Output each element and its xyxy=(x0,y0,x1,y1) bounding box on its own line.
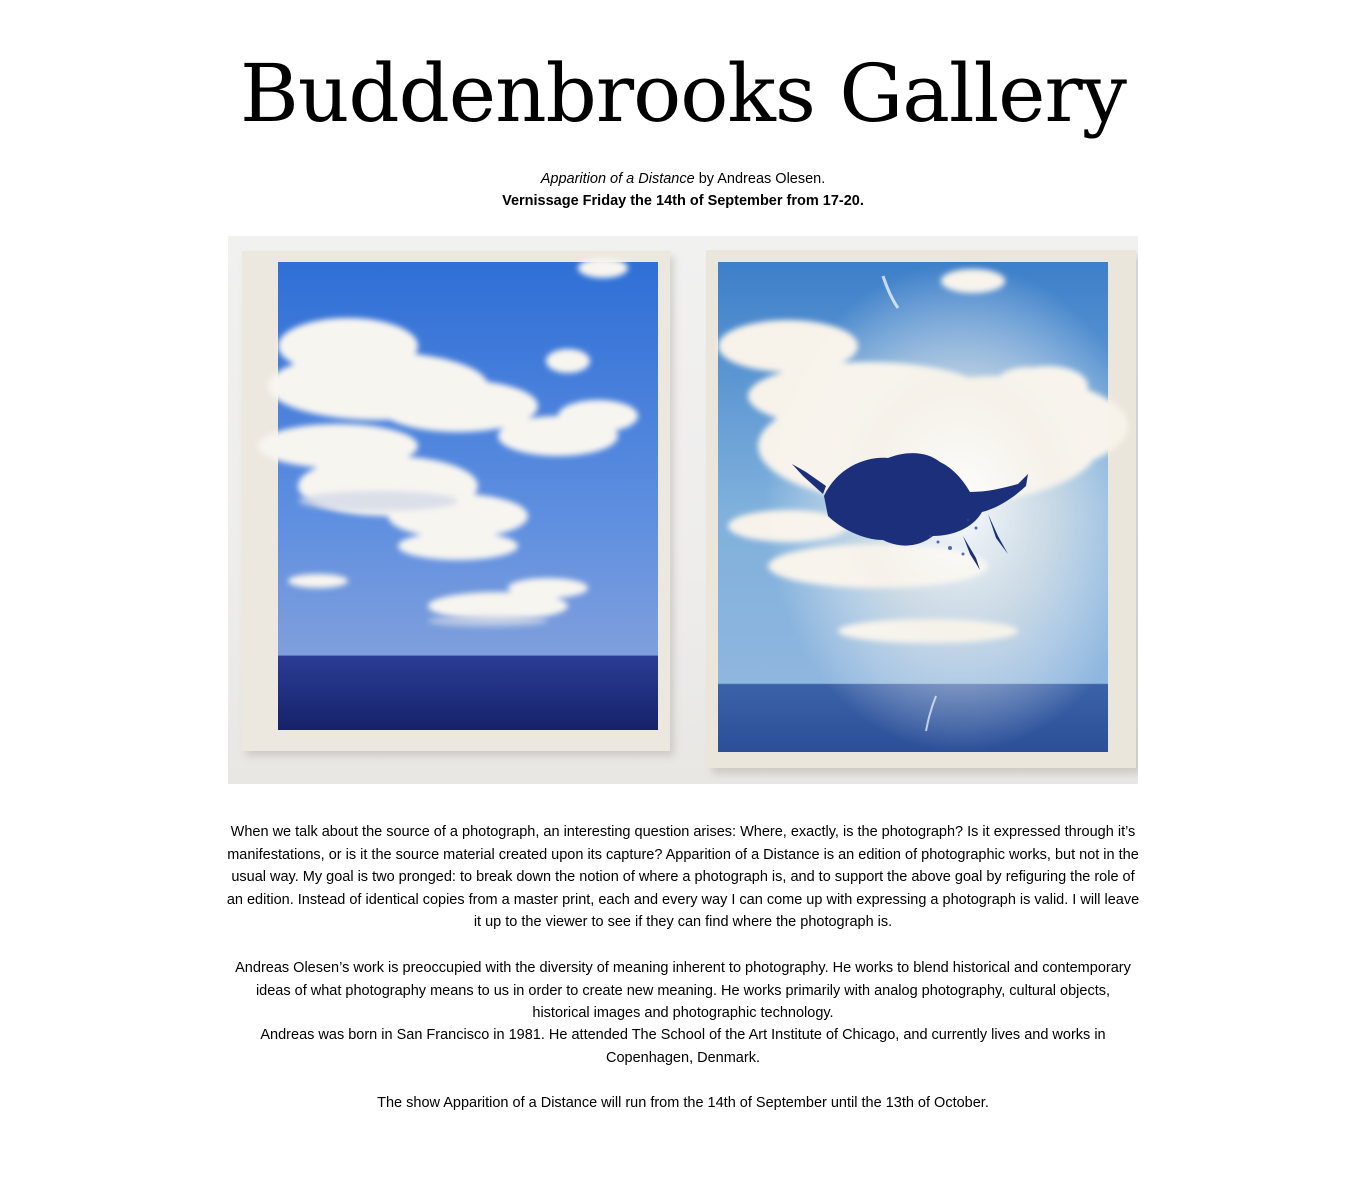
artwork-image xyxy=(228,236,1138,784)
statement-paragraph: When we talk about the source of a photograph, an interesting question arises: Where, exactly, is the photograph? Is it expressed through it’s manifestations, or is it the source material created upon its capture? Apparition of a Distance is an edition of photographic works, but not in the usual way. My goal is two pronged: to break down the notion of where a photograph is, and to support the above goal by refiguring the role of an edition. Instead of identical copies from a master print, each and every way I can come up with expressing a photograph is valid. I will leave it up to the viewer to see if they can find where the photograph is. xyxy=(226,824,1140,930)
background-paragraph: Andreas was born in San Francisco in 1981. He attended The School of the Art Institute of Chicago, and currently lives and works in Copenhagen, Denmark. xyxy=(260,1027,1106,1066)
bio-paragraph: Andreas Olesen’s work is preoccupied with the diversity of meaning inherent to photography. He works to blend historical and contemporary ideas of what photography means to us in order to create new meaning. He works primarily with analog photography, cultural objects, historical images and photographic technology. xyxy=(235,960,1131,1021)
vernissage-info: Vernissage Friday the 14th of September from 17-20. xyxy=(502,193,864,209)
show-dates xyxy=(226,1092,1140,1115)
exhibition-byline-line xyxy=(0,168,1366,190)
byline: by Andreas Olesen. xyxy=(694,171,826,187)
exhibition-intro xyxy=(0,168,1366,212)
site-title: Buddenbrooks Gallery xyxy=(240,47,1126,140)
work-title: Apparition of a Distance xyxy=(540,171,695,187)
photograph-diptych-image xyxy=(228,236,1138,784)
artist-bio xyxy=(226,957,1140,1025)
artist-background xyxy=(226,1024,1140,1069)
artist-statement xyxy=(226,821,1140,934)
show-dates-paragraph: The show Apparition of a Distance will run from the 14th of September until the 13th of October. xyxy=(377,1095,989,1111)
